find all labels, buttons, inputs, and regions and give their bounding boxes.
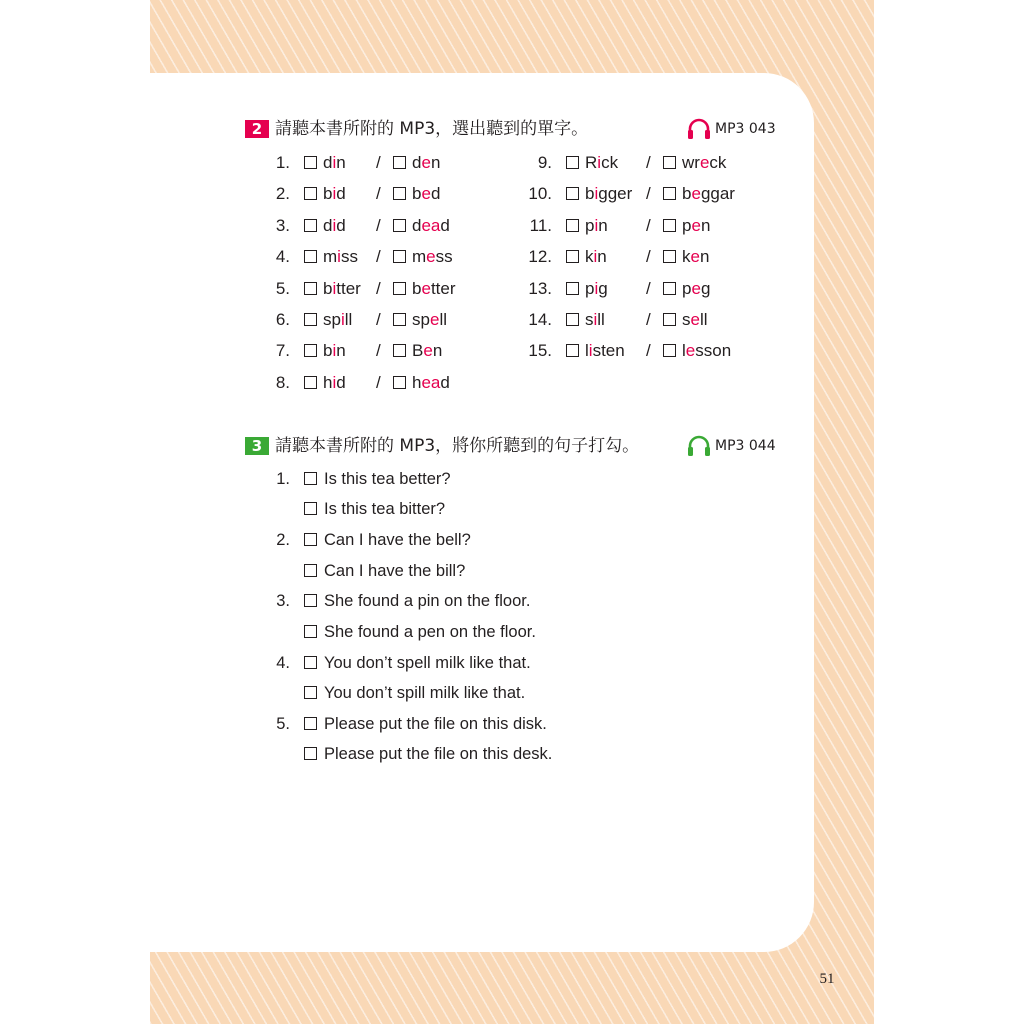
choice-word xyxy=(585,244,607,270)
vowel-highlight: i xyxy=(332,184,337,204)
list-item xyxy=(512,150,772,176)
sentence-option-row xyxy=(250,619,670,645)
section-title: 請聽本書所附的 MP3，將你所聽到的句子打勾。 xyxy=(275,436,640,456)
checkbox-sentence[interactable] xyxy=(304,747,317,760)
choice-word xyxy=(412,338,442,364)
word-part: ck xyxy=(601,153,619,172)
separator-slash: / xyxy=(376,184,381,204)
word-part: p xyxy=(682,215,692,235)
vowel-highlight: i xyxy=(332,341,337,361)
choice-word xyxy=(585,276,608,302)
mp3-track-label: MP3 043 xyxy=(715,121,776,137)
word-part: n xyxy=(336,341,346,361)
separator-slash: / xyxy=(646,153,651,172)
item-number: 15. xyxy=(528,341,552,361)
word-part: n xyxy=(336,153,346,172)
separator-slash: / xyxy=(376,153,381,172)
checkbox-option-b[interactable] xyxy=(663,250,676,263)
item-number: 2. xyxy=(276,531,290,550)
sentence-text: Please put the file on this desk. xyxy=(324,745,553,764)
word-part: ll xyxy=(699,310,708,329)
separator-slash: / xyxy=(376,247,381,267)
word-part: h xyxy=(412,372,422,392)
word-part: d xyxy=(323,215,333,235)
separator-slash: / xyxy=(646,341,651,361)
word-part: l xyxy=(682,341,686,361)
checkbox-option-b[interactable] xyxy=(663,282,676,295)
word-part: h xyxy=(323,372,333,392)
word-part: sten xyxy=(592,341,625,361)
choice-word xyxy=(412,150,440,176)
list-item xyxy=(512,276,772,302)
vowel-highlight: ea xyxy=(421,215,441,235)
checkbox-sentence[interactable] xyxy=(304,502,317,515)
checkbox-sentence[interactable] xyxy=(304,564,317,577)
separator-slash: / xyxy=(646,184,651,204)
choice-word xyxy=(585,213,608,239)
word-part: m xyxy=(412,247,427,267)
word-part: s xyxy=(585,310,594,329)
word-part: sp xyxy=(323,310,341,329)
vowel-highlight: i xyxy=(594,278,599,298)
checkbox-sentence[interactable] xyxy=(304,686,317,699)
choice-word xyxy=(323,338,346,364)
word-part: ck xyxy=(709,153,727,172)
vowel-highlight: e xyxy=(691,184,701,204)
choice-word xyxy=(682,276,710,302)
list-item xyxy=(250,370,510,396)
word-part: d xyxy=(336,215,346,235)
vowel-highlight: i xyxy=(337,247,341,267)
word-part: k xyxy=(682,247,691,267)
vowel-highlight: ea xyxy=(421,372,441,392)
sentence-option-row xyxy=(250,527,670,553)
choice-word xyxy=(585,181,632,207)
checkbox-option-a[interactable] xyxy=(304,313,317,326)
item-number: 5. xyxy=(276,714,290,733)
vowel-highlight: e xyxy=(421,184,431,204)
choice-word xyxy=(682,307,708,333)
list-item xyxy=(512,307,772,333)
list-item xyxy=(250,150,510,176)
choice-word xyxy=(323,370,346,396)
checkbox-option-b[interactable] xyxy=(663,344,676,357)
word-part: d xyxy=(336,372,346,392)
checkbox-option-a[interactable] xyxy=(304,219,317,232)
headphones-icon xyxy=(687,118,711,140)
item-number: 3. xyxy=(276,592,290,611)
word-part: d xyxy=(323,153,333,172)
list-item xyxy=(512,338,772,364)
word-part: b xyxy=(323,184,333,204)
vowel-highlight: e xyxy=(421,153,431,172)
word-part: n xyxy=(432,341,443,361)
separator-slash: / xyxy=(646,310,651,329)
separator-slash: / xyxy=(376,310,381,329)
choice-word xyxy=(585,338,625,364)
list-item xyxy=(250,181,510,207)
choice-word xyxy=(585,150,618,176)
word-part: b xyxy=(323,278,333,298)
item-number: 7. xyxy=(275,341,290,361)
checkbox-option-a[interactable] xyxy=(304,250,317,263)
vowel-highlight: i xyxy=(332,278,337,298)
word-part: b xyxy=(412,184,422,204)
list-item xyxy=(250,338,510,364)
list-item xyxy=(250,213,510,239)
sentence-text: Can I have the bell? xyxy=(324,531,471,550)
word-part: d xyxy=(412,153,422,172)
word-part: n xyxy=(699,247,710,267)
item-number: 1. xyxy=(276,470,290,488)
checkbox-sentence[interactable] xyxy=(304,656,317,669)
word-part: g xyxy=(598,278,608,298)
word-part: ggar xyxy=(700,184,735,204)
checkbox-option-a[interactable] xyxy=(304,187,317,200)
word-part: wr xyxy=(682,153,700,172)
choice-word xyxy=(412,307,447,333)
sentence-text: You don’t spell milk like that. xyxy=(324,653,531,672)
word-part: k xyxy=(585,247,594,267)
checkbox-option-b[interactable] xyxy=(663,313,676,326)
word-part: sp xyxy=(412,310,430,329)
vowel-highlight: e xyxy=(691,215,701,235)
word-part: ll xyxy=(344,310,353,329)
choice-word xyxy=(412,370,450,396)
word-part: d xyxy=(412,215,422,235)
vowel-highlight: e xyxy=(429,310,440,329)
vowel-highlight: e xyxy=(690,247,700,267)
checkbox-option-b[interactable] xyxy=(663,219,676,232)
checkbox-option-a[interactable] xyxy=(566,187,579,200)
vowel-highlight: i xyxy=(594,184,599,204)
choice-word xyxy=(323,181,346,207)
vowel-highlight: e xyxy=(426,247,436,267)
item-number: 1. xyxy=(275,153,290,172)
vowel-highlight: i xyxy=(340,310,345,329)
item-number: 13. xyxy=(528,278,552,298)
choice-word xyxy=(323,244,358,270)
vowel-highlight: i xyxy=(594,215,599,235)
choice-word xyxy=(323,150,346,176)
sentence-text: Is this tea better? xyxy=(324,470,451,488)
checkbox-sentence[interactable] xyxy=(304,594,317,607)
word-part: b xyxy=(682,184,692,204)
vowel-highlight: e xyxy=(691,278,701,298)
section-2-header xyxy=(245,117,785,141)
word-part: ll xyxy=(597,310,605,329)
sentence-option-row xyxy=(250,741,670,767)
section-number-badge: 3 xyxy=(245,437,269,455)
choice-word xyxy=(323,307,352,333)
vowel-highlight: e xyxy=(421,278,431,298)
vowel-highlight: e xyxy=(699,153,710,172)
checkbox-sentence[interactable] xyxy=(304,717,317,730)
sentence-option-row xyxy=(250,466,670,492)
separator-slash: / xyxy=(376,278,381,298)
vowel-highlight: i xyxy=(332,372,337,392)
word-part: B xyxy=(412,341,424,361)
word-part: d xyxy=(430,184,441,204)
separator-slash: / xyxy=(646,215,651,235)
word-part: sson xyxy=(695,341,732,361)
word-part: p xyxy=(585,278,595,298)
checkbox-option-b[interactable] xyxy=(393,344,406,357)
checkbox-sentence[interactable] xyxy=(304,625,317,638)
checkbox-option-b[interactable] xyxy=(393,282,406,295)
choice-word xyxy=(682,244,709,270)
list-item xyxy=(512,181,772,207)
word-part: l xyxy=(585,341,589,361)
list-item xyxy=(250,244,510,270)
checkbox-sentence[interactable] xyxy=(304,472,317,485)
choice-word xyxy=(682,338,731,364)
checkbox-option-b[interactable] xyxy=(663,156,676,169)
choice-word xyxy=(323,276,361,302)
mp3-track-label: MP3 044 xyxy=(715,438,776,454)
word-part: n xyxy=(597,247,607,267)
word-part: tter xyxy=(336,278,361,298)
choice-word xyxy=(412,276,456,302)
word-part: p xyxy=(585,215,595,235)
sentence-text: Please put the file on this disk. xyxy=(324,714,547,733)
vowel-highlight: e xyxy=(423,341,433,361)
vowel-highlight: i xyxy=(593,247,598,267)
word-part: ss xyxy=(435,247,453,267)
list-item xyxy=(250,307,510,333)
checkbox-option-a[interactable] xyxy=(304,344,317,357)
checkbox-option-a[interactable] xyxy=(566,156,579,169)
word-part: b xyxy=(585,184,595,204)
item-number: 11. xyxy=(529,215,552,235)
separator-slash: / xyxy=(376,215,381,235)
word-part: tter xyxy=(430,278,456,298)
separator-slash: / xyxy=(376,372,381,392)
item-number: 10. xyxy=(528,184,552,204)
word-part: R xyxy=(585,153,598,172)
sentence-text: You don’t spill milk like that. xyxy=(324,684,526,702)
item-number: 14. xyxy=(528,310,552,329)
checkbox-option-b[interactable] xyxy=(393,187,406,200)
word-part: n xyxy=(700,215,711,235)
word-part: b xyxy=(323,341,333,361)
separator-slash: / xyxy=(646,278,651,298)
word-part: n xyxy=(430,153,441,172)
sentence-option-row xyxy=(250,680,670,706)
sentence-text: Is this tea bitter? xyxy=(324,500,446,519)
checkbox-option-a[interactable] xyxy=(566,250,579,263)
checkbox-option-a[interactable] xyxy=(566,282,579,295)
checkbox-option-b[interactable] xyxy=(393,250,406,263)
word-part: g xyxy=(700,278,711,298)
sentence-option-row xyxy=(250,496,670,522)
choice-word xyxy=(682,181,735,207)
checkbox-option-a[interactable] xyxy=(304,282,317,295)
checkbox-option-b[interactable] xyxy=(393,219,406,232)
item-number: 4. xyxy=(276,653,290,672)
checkbox-option-a[interactable] xyxy=(566,219,579,232)
separator-slash: / xyxy=(646,247,651,267)
word-part: p xyxy=(682,278,692,298)
word-part: m xyxy=(323,247,338,267)
item-number: 6. xyxy=(275,310,290,329)
choice-word xyxy=(682,213,710,239)
choice-word xyxy=(323,213,346,239)
section-3-header xyxy=(245,434,785,458)
vowel-highlight: e xyxy=(690,310,700,329)
checkbox-option-a[interactable] xyxy=(304,156,317,169)
vowel-highlight: i xyxy=(593,310,598,329)
sentence-option-row xyxy=(250,711,670,737)
item-number: 12. xyxy=(528,247,552,267)
separator-slash: / xyxy=(376,341,381,361)
list-item xyxy=(512,213,772,239)
sentence-option-row xyxy=(250,650,670,676)
word-part: n xyxy=(598,215,608,235)
checkbox-option-b[interactable] xyxy=(393,156,406,169)
vowel-highlight: i xyxy=(332,153,337,172)
section-number-badge: 2 xyxy=(245,120,269,138)
choice-word xyxy=(682,150,726,176)
checkbox-option-a[interactable] xyxy=(566,344,579,357)
word-part: ss xyxy=(340,247,358,267)
checkbox-option-b[interactable] xyxy=(663,187,676,200)
checkbox-option-a[interactable] xyxy=(304,376,317,389)
sentence-option-row xyxy=(250,558,670,584)
item-number: 3. xyxy=(275,215,290,235)
list-item xyxy=(250,276,510,302)
choice-word xyxy=(412,181,440,207)
checkbox-option-a[interactable] xyxy=(566,313,579,326)
checkbox-option-b[interactable] xyxy=(393,376,406,389)
sentence-option-row xyxy=(250,588,670,614)
choice-word xyxy=(412,213,450,239)
vowel-highlight: i xyxy=(597,153,602,172)
word-part: ll xyxy=(439,310,447,329)
word-part: b xyxy=(412,278,422,298)
item-number: 8. xyxy=(275,372,290,392)
word-part: d xyxy=(336,184,346,204)
word-part: gger xyxy=(598,184,633,204)
headphones-icon xyxy=(687,435,711,457)
item-number: 2. xyxy=(275,184,290,204)
sentence-text: She found a pen on the floor. xyxy=(324,622,536,641)
page-number: 51 xyxy=(819,971,835,987)
checkbox-sentence[interactable] xyxy=(304,533,317,546)
section-title: 請聽本書所附的 MP3，選出聽到的單字。 xyxy=(275,119,589,139)
word-part: s xyxy=(682,310,691,329)
list-item xyxy=(512,244,772,270)
item-number: 9. xyxy=(537,153,552,172)
vowel-highlight: e xyxy=(685,341,696,361)
sentence-text: Can I have the bill? xyxy=(324,561,466,580)
vowel-highlight: i xyxy=(332,215,337,235)
sentence-text: She found a pin on the floor. xyxy=(324,592,531,611)
checkbox-option-b[interactable] xyxy=(393,313,406,326)
choice-word xyxy=(585,307,605,333)
vowel-highlight: i xyxy=(588,341,593,361)
word-part: d xyxy=(440,372,450,392)
item-number: 5. xyxy=(275,278,290,298)
choice-word xyxy=(412,244,453,270)
word-part: d xyxy=(440,215,450,235)
item-number: 4. xyxy=(275,247,290,267)
